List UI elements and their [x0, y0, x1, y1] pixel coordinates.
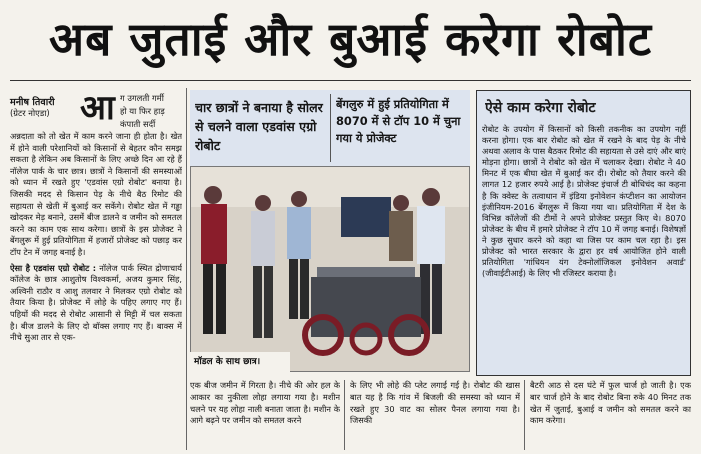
- drop-cap: आ: [80, 88, 115, 128]
- bottom-column-2: [350, 380, 520, 450]
- highlight-box-1: [195, 98, 325, 162]
- bottom-text-3: बैटरी आठ से दस घंटे में फुल चार्ज हो जाती है। एक बार चार्ज होने के बाद रोबोट बिना रुके 40 मिनट तक खेत में जुताई, बुआई व जमीन को समतल करने का काम करेगा।: [530, 380, 691, 426]
- students-photo: [190, 166, 470, 372]
- byline-location: (ग्रेटर नोएडा): [10, 108, 50, 118]
- left-subhead: ऐसा है एडवांस एग्रो रोबोट :: [10, 262, 97, 273]
- intro-line: हो या फिर हाड़: [120, 106, 165, 116]
- left-para-1: अन्नदाता को तो खेत में काम करने जाना ही होता है। खेत में होने वाली परेशानियों को किसानों से बेहतर कौन समझ सकता है लेकिन अब किसानों के लिए अच्छे दिन आ रहे हैं नॉलेज पार्क के चार छात्र। छात्रों ने किसानों की समस्याओं को ध्यान में रखते हुए 'एडवांस एग्रो रोबोट' बनाया है। जिसकी मदद से किसान पेड़ के नीचे बैठ रिमोट की सहायता से खेती में बुआई कर सकेंगे। रोबोट खेत में गड्ढा खोदकर मेड़ बनाने, उसमें बीज डालने व जमीन को समतल करने का काम एक साथ करेगा। छात्रों के इस प्रोजेक्ट ने बेंगलुरू में हुई प्रतियोगिता में हजारों प्रोजेक्ट को पछाड़ कर टॉप टेन में जगह बनाई है।: [10, 131, 182, 257]
- right-box-body: [482, 124, 686, 372]
- intro-lines: [120, 92, 182, 131]
- photo-caption: मॉडल के साथ छात्र।: [190, 352, 290, 372]
- byline-name: मनीष तिवारी: [10, 97, 55, 108]
- intro-line: कंपाती सर्दी: [120, 119, 156, 129]
- bottom-text-1: एक बीज जमीन में गिरता है। नीचे की ओर हल के आकार का नुकीला लोहा लगाया गया है। मशीन चलने पर यह लोहा नाली बनाता जाता है। मशीन के आगे बढ़ने पर जमीन को समतल करने: [190, 380, 340, 426]
- left-column: [10, 131, 182, 449]
- byline: [10, 97, 78, 119]
- highlight-text-2: बेंगलुरु में हुई प्रतियोगिता में 8070 में से टॉप 10 में चुना गया ये प्रोजेक्ट: [336, 97, 461, 145]
- bottom-column-3: [530, 380, 691, 450]
- photo-illustration: [191, 167, 470, 372]
- bottom-column-1: [190, 380, 340, 450]
- bottom-text-2: के लिए भी लोहे की प्लेट लगाई गई है। रोबोट की खास बात यह है कि गांव में बिजली की समस्या को ध्यान में रखते हुए 30 वाट का सोलर पैनल लगाया गया है। जिसकी: [350, 380, 520, 426]
- right-box-title: [485, 98, 685, 120]
- right-box-text: रोबोट के उपयोग में किसानों को किसी तकनीक का उपयोग नहीं करना होगा। एक बार रोबोट को खेत में रखने के बाद पेड़ के नीचे अथवा अलाव के पास बैठकर रिमोट की सहायता से उसे दाएं और बाएं मोड़ना होगा। छात्रों ने रोबोट को खेत में चलाकर देखा। रोबोट ने 40 मिनट में एक बीघा खेत में बुआई कर दी। रोबोट को तैयार करने की लागत 12 हजार रुपये आई है। प्रोजेक्ट इंचार्ज टी बोधिचंद का कहना है कि क्वेस्ट के तत्वाधान में इंडिया इनोवेशन कंप्टीशन का आयोजन इंजीनियम-2016 बेंगलुरू में किया गया था। प्रतियोगिता में देश के विभिन्न कॉलेजों की टीमों ने अपने प्रोजेक्ट प्रस्तुत किए थे। 8070 प्रोजेक्ट के बीच में हमारे प्रोजेक्ट ने टॉप 10 में जगह बनाई। विशेषज्ञों ने कुछ सुधार करने को कहा था जिस पर काम चल रहा है। इस प्रोजेक्ट को भारत सरकार के द्वारा हर वर्ष आयोजित होने वाली प्रतियोगिता 'गांधियन यंग टेक्नोलॉजिकल इनोवेशन अवार्ड' (जीवाईटीआई) के लिए भी रजिस्टर कराया है।: [482, 124, 686, 279]
- highlight-divider: [330, 94, 331, 162]
- headline-rule: [10, 80, 691, 81]
- right-box-title-text: ऐसे काम करेगा रोबोट: [485, 100, 596, 116]
- bottom-divider-2: [524, 380, 525, 450]
- bottom-divider-1: [344, 380, 345, 450]
- highlight-text-1: चार छात्रों ने बनाया है सोलर से चलने वाला एडवांस एग्रो रोबोट: [195, 100, 323, 153]
- column-divider: [186, 88, 187, 450]
- highlight-box-2: [336, 96, 466, 162]
- intro-line: ग उगलती गर्मी: [120, 93, 164, 103]
- left-para-2: नॉलेज पार्क स्थित द्रोणाचार्य कॉलेज के छात्र आशुतोष विश्वकर्मा, अजय कुमार सिंह, अश्विनी राठौर व आशु तलवार ने मिलकर एग्रो रोबोट को तैयार किया है। प्रोजेक्ट में लोहे के पहिए लगाए गए हैं। पहियों की मदद से रोबोट आसानी से मिट्टी में चल सकता है। बीज डालने के लिए दो बॉक्स लगाए गए हैं। बाक्स में नीचे सुआ तार से एक-: [10, 262, 182, 343]
- headline: अब जुताई और बुआई करेगा रोबोट: [48, 12, 653, 66]
